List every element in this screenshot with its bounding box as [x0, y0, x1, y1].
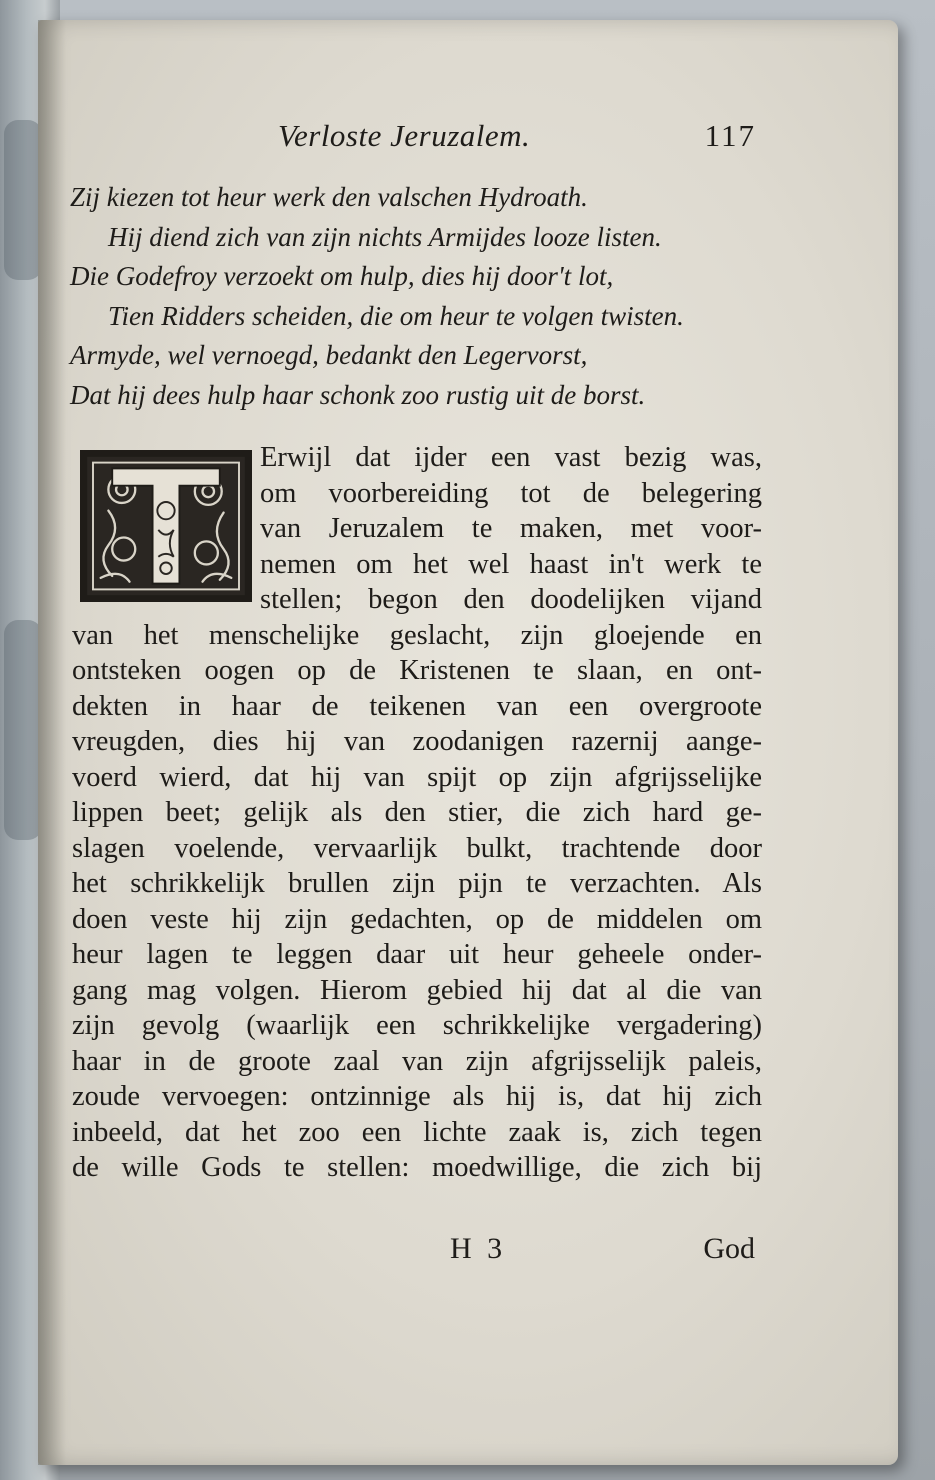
- body-text: [72, 440, 762, 1186]
- argument-line: Zij kiezen tot heur werk den valschen Hydroath.: [70, 182, 588, 212]
- text-line: doen veste hij zijn gedachten, op de middelen om: [72, 903, 762, 935]
- running-head: [268, 118, 756, 168]
- signature-mark: H 3: [450, 1232, 507, 1265]
- page-stain: [4, 120, 42, 280]
- text-line: van het menschelijke geslacht, zijn gloejende en: [72, 619, 762, 651]
- argument-line: Tien Ridders scheiden, die om heur te volgen twisten.: [108, 300, 684, 331]
- argument-line: Armyde, wel vernoegd, bedankt den Legervorst,: [70, 340, 588, 370]
- text-line: heur lagen te leggen daar uit heur geheele onder-: [72, 939, 762, 970]
- text-line: nemen om het wel haast in't werk te: [260, 548, 762, 580]
- text-line: de wille Gods te stellen: moedwillige, die zich bij: [72, 1152, 762, 1183]
- text-line: Erwijl dat ijder een vast bezig was,: [260, 442, 762, 473]
- argument-line: Dat hij dees hulp haar schonk zoo rustig uit de borst.: [70, 379, 646, 410]
- text-line: voerd wierd, dat hij van spijt op zijn afgrijsselijke: [72, 761, 762, 793]
- argument-line: Die Godefroy verzoekt om hulp, dies hij door't lot,: [70, 261, 614, 291]
- text-line: zijn gevolg (waarlijk een schrikkelijke vergadering): [72, 1010, 762, 1041]
- text-line: zoude vervoegen: ontzinnige als hij is, dat hij zich: [72, 1081, 762, 1112]
- text-line: van Jeruzalem te maken, met voor-: [260, 513, 762, 544]
- catchword: God: [703, 1232, 755, 1265]
- argument-line: Hij diend zich van zijn nichts Armijdes looze listen.: [108, 221, 662, 252]
- text-line: slagen voelende, vervaarlijk bulkt, trachtende door: [72, 832, 762, 864]
- text-line: ontsteken oogen op de Kristenen te slaan, en ont-: [72, 655, 762, 686]
- text-line: het schrikkelijk brullen zijn pijn te verzachten. Als: [72, 868, 762, 899]
- text-line: gang mag volgen. Hierom gebied hij dat al die van: [72, 974, 762, 1006]
- text-line: inbeeld, dat het zoo een lichte zaak is, zich tegen: [72, 1116, 762, 1148]
- text-line: dekten in haar de teikenen van een overgroote: [72, 690, 762, 722]
- text-line: vreugden, dies hij van zoodanigen razernij aange-: [72, 726, 762, 757]
- text-line: om voorbereiding tot de belegering: [260, 477, 762, 509]
- chapter-argument: [70, 178, 770, 415]
- text-line: stellen; begon den doodelijken vijand: [260, 584, 762, 615]
- page-gutter-shadow: [38, 20, 66, 1465]
- page-stain: [4, 620, 42, 840]
- header-title: Verloste Jeruzalem.: [278, 118, 531, 153]
- text-line: lippen beet; gelijk als den stier, die zich hard ge-: [72, 797, 762, 828]
- text-line: haar in de groote zaal van zijn afgrijsselijk paleis,: [72, 1045, 762, 1077]
- page-number: 117: [704, 118, 756, 153]
